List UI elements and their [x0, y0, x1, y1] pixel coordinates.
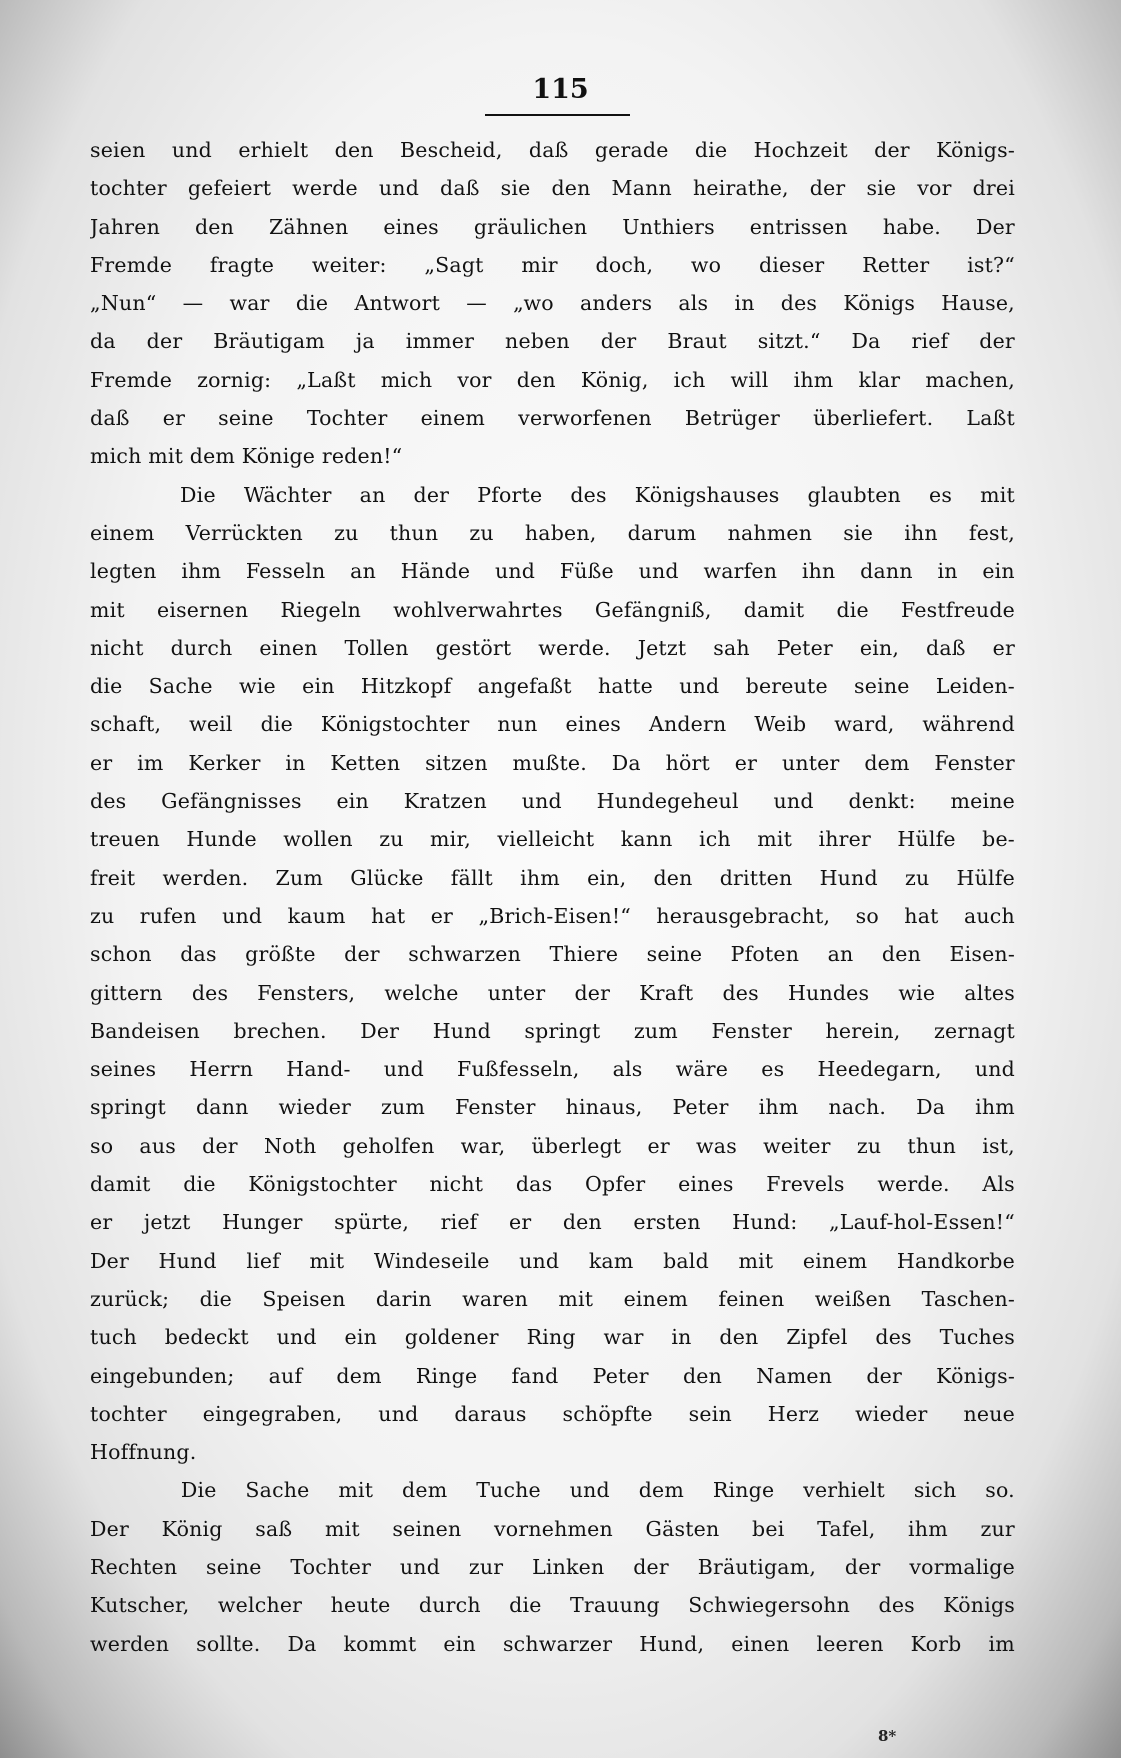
text-line: er im Kerker in Ketten sitzen mußte. Da hört er unter dem Fenster [90, 750, 1015, 775]
text-line: da der Bräutigam ja immer neben der Braut sitzt.“ Da rief der [90, 329, 1015, 354]
text-line: Kutscher, welcher heute durch die Trauung Schwiegersohn des Königs [90, 1593, 1015, 1618]
text-line: damit die Königstochter nicht das Opfer eines Frevels werde. Als [90, 1172, 1015, 1197]
text-line: gittern des Fensters, welche unter der Kraft des Hundes wie altes [90, 980, 1015, 1005]
page-number: 115 [532, 74, 589, 105]
text-line: eingebunden; auf dem Ringe fand Peter den Namen der Königs- [90, 1363, 1015, 1388]
text-line: nicht durch einen Tollen gestört werde. Jetzt sah Peter ein, daß er [90, 635, 1015, 660]
text-line: seien und erhielt den Bescheid, daß gerade die Hochzeit der Königs- [90, 138, 1015, 162]
text-line: zu rufen und kaum hat er „Brich-Eisen!“ herausgebracht, so hat auch [90, 903, 1015, 928]
text-line: so aus der Noth geholfen war, überlegt er was weiter zu thun ist, [90, 1133, 1015, 1158]
text-line: treuen Hunde wollen zu mir, vielleicht kann ich mit ihrer Hülfe be- [90, 827, 1015, 852]
text-line: mich mit dem Könige reden!“ [90, 444, 403, 469]
text-line: tochter gefeiert werde und daß sie den Mann heirathe, der sie vor drei [90, 176, 1015, 201]
text-line: Die Wächter an der Pforte des Königshauses glaubten es mit [180, 482, 1015, 507]
text-line: Fremde zornig: „Laßt mich vor den König, ich will ihm klar machen, [90, 367, 1015, 392]
text-line: Jahren den Zähnen eines gräulichen Unthiers entrissen habe. Der [90, 214, 1015, 239]
text-line: zurück; die Speisen darin waren mit einem feinen weißen Taschen- [90, 1286, 1015, 1311]
text-line: er jetzt Hunger spürte, rief er den ersten Hund: „Lauf-hol-Essen!“ [90, 1210, 1015, 1235]
text-line: mit eisernen Riegeln wohlverwahrtes Gefängniß, damit die Festfreude [90, 597, 1015, 622]
text-line: Bandeisen brechen. Der Hund springt zum Fenster herein, zernagt [90, 1018, 1015, 1043]
text-line: Rechten seine Tochter und zur Linken der Bräutigam, der vormalige [90, 1554, 1015, 1579]
page-number-rule [485, 114, 630, 116]
text-line: legten ihm Fesseln an Hände und Füße und warfen ihn dann in ein [90, 559, 1015, 584]
text-line: des Gefängnisses ein Kratzen und Hundegeheul und denkt: meine [90, 789, 1015, 814]
body-text [90, 138, 1015, 1670]
text-line: tochter eingegraben, und daraus schöpfte sein Herz wieder neue [90, 1401, 1015, 1426]
text-line: freit werden. Zum Glücke fällt ihm ein, den dritten Hund zu Hülfe [90, 865, 1015, 890]
text-line: seines Herrn Hand- und Fußfesseln, als wäre es Heedegarn, und [90, 1057, 1015, 1082]
text-line: tuch bedeckt und ein goldener Ring war in den Zipfel des Tuches [90, 1325, 1015, 1350]
text-line: daß er seine Tochter einem verworfenen Betrüger überliefert. Laßt [90, 406, 1015, 431]
text-line: werden sollte. Da kommt ein schwarzer Hund, einen leeren Korb im [90, 1631, 1015, 1656]
text-line: springt dann wieder zum Fenster hinaus, Peter ihm nach. Da ihm [90, 1095, 1015, 1120]
text-line: Der Hund lief mit Windeseile und kam bald mit einem Handkorbe [90, 1248, 1015, 1273]
text-line: Fremde fragte weiter: „Sagt mir doch, wo dieser Retter ist?“ [90, 252, 1015, 277]
text-line: „Nun“ — war die Antwort — „wo anders als in des Königs Hause, [90, 291, 1015, 316]
text-line: Der König saß mit seinen vornehmen Gästen bei Tafel, ihm zur [90, 1516, 1015, 1541]
text-line: schon das größte der schwarzen Thiere seine Pfoten an den Eisen- [90, 942, 1015, 967]
text-line: Hoffnung. [90, 1440, 197, 1465]
printer-signature-mark: 8* [878, 1727, 897, 1745]
text-line: Die Sache mit dem Tuche und dem Ringe verhielt sich so. [180, 1478, 1015, 1503]
text-line: schaft, weil die Königstochter nun eines Andern Weib ward, während [90, 712, 1015, 737]
text-line: einem Verrückten zu thun zu haben, darum nahmen sie ihn fest, [90, 520, 1015, 545]
text-line: die Sache wie ein Hitzkopf angefaßt hatte und bereute seine Leiden- [90, 674, 1015, 699]
